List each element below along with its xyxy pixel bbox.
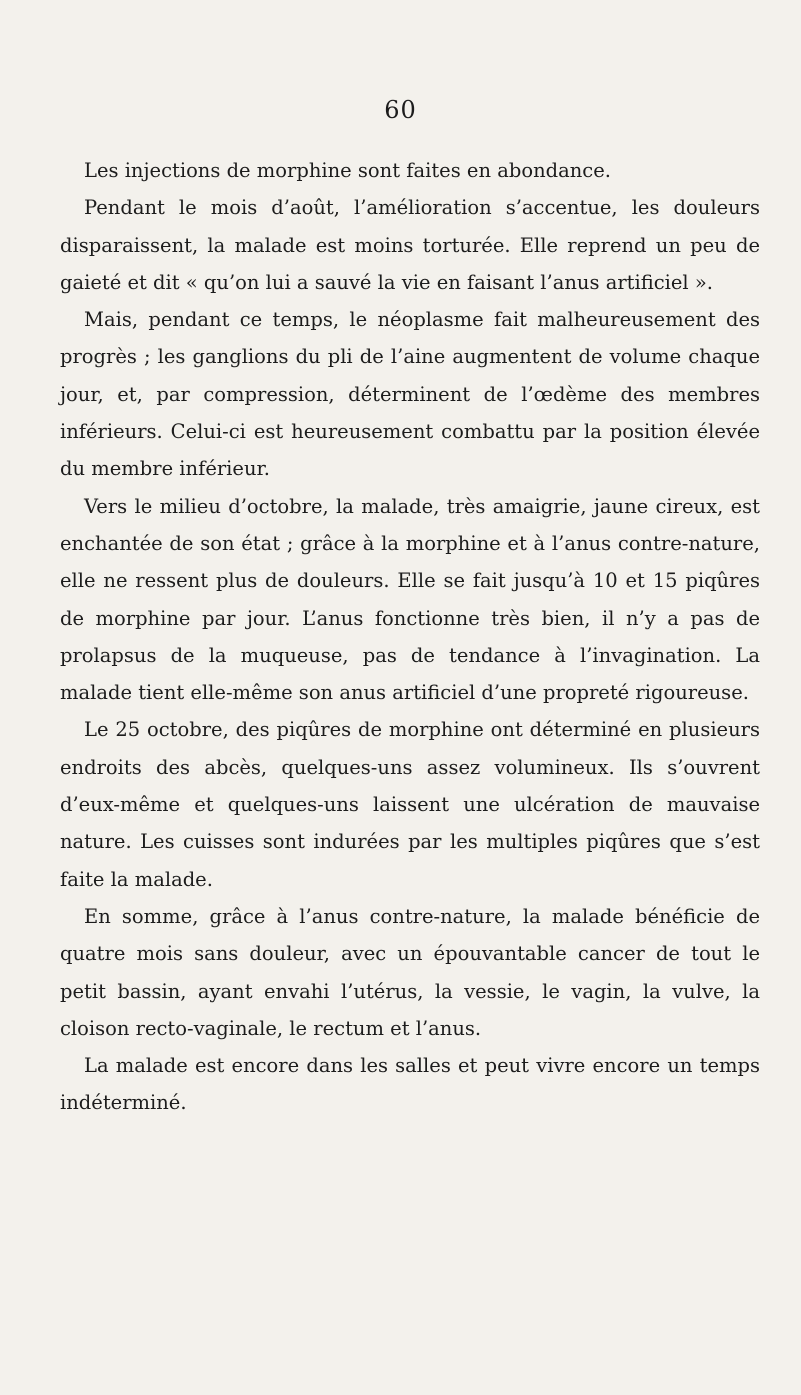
paragraph: La malade est encore dans les salles et peut vivre encore un temps indéterminé.: [60, 1054, 760, 1115]
paragraph: Les injections de morphine sont faites en abondance.: [84, 159, 611, 182]
paragraph: En somme, grâce à l’anus contre-nature, la malade bénéficie de quatre mois sans douleur, avec un épouvantable cancer de tout le petit bassin, ayant envahi l’utérus, la vessie, le vagin, la vulve, la cloison recto-vaginale, le rectum et l’anus.: [60, 904, 760, 1040]
body-text: [60, 152, 760, 1122]
paragraph: Pendant le mois d’août, l’amélioration s’accentue, les douleurs disparaissent, la malade est moins torturée. Elle reprend un peu de gaieté et dit « qu’on lui a sauvé la vie en faisant l’anus artificiel ».: [60, 196, 760, 294]
paragraph: Le 25 octobre, des piqûres de morphine ont déterminé en plusieurs endroits des abcès, quelques-uns assez volumineux. Ils s’ouvrent d’eux-même et quelques-uns laissent une ulcération de mauvaise nature. Les cuisses sont indurées par les multiples piqûres que s’est faite la malade.: [60, 718, 760, 891]
paragraph: Vers le milieu d’octobre, la malade, très amaigrie, jaune cireux, est enchantée de son état ; grâce à la morphine et à l’anus contre-nature, elle ne ressent plus de douleurs. Elle se fait jusqu’à 10 et 15 piqûres de morphine par jour. L’anus fonctionne très bien, il n’y a pas de prolapsus de la muqueuse, pas de tendance à l’invagination. La malade tient elle-même son anus artificiel d’une propreté rigoureuse.: [60, 494, 760, 705]
page-number: 60: [384, 96, 417, 124]
paragraph: Mais, pendant ce temps, le néoplasme fait malheureusement des progrès ; les ganglions du pli de l’aine augmentent de volume chaque jour, et, par compression, déterminent de l’œdème des membres inférieurs. Celui-ci est heureusement combattu par la position élevée du membre inférieur.: [60, 308, 760, 481]
